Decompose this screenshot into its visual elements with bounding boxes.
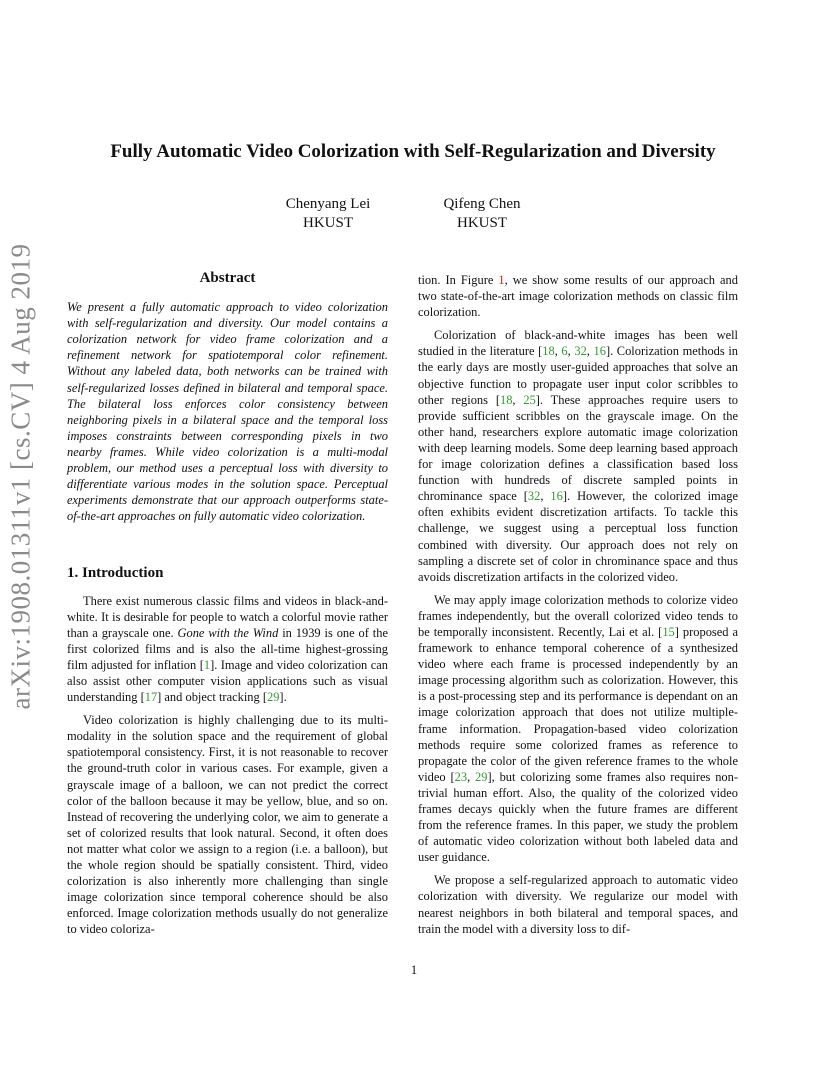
text-run: ]. xyxy=(279,690,287,705)
intro-paragraph-4 xyxy=(418,327,738,585)
text-run: , xyxy=(512,392,524,407)
arxiv-sidebar-stamp xyxy=(2,243,40,709)
citation-link[interactable]: 16 xyxy=(550,489,563,504)
text-run: We may apply image colorization methods to colorize video frames independently, but the overall colorized video tends to be temporally inconsistent. Recently, Lai et al. [ xyxy=(418,592,738,639)
text-run: There exist numerous classic films and videos in black-and-white. It is desirable for people to watch a colorful movie rather than a grayscale one. xyxy=(67,593,388,640)
text-run: tion. In Figure xyxy=(418,273,499,287)
page-number: 1 xyxy=(410,963,418,977)
text-run: ] proposed a framework to enhance temporal coherence of a synthesized video where each frame is processed independently by an image processing algorithm such as colorization. However, this is a post-processing step and its performance is dependant on an image colorization approach that does not utilize multiple-frame information. Propagation-based video colorization methods require some colorized frames as reference to propagate the color of the given reference frames to the whole video [ xyxy=(418,624,738,784)
text-run: , xyxy=(467,769,476,784)
text-run: , xyxy=(554,344,562,359)
figure-link[interactable]: 1 xyxy=(498,273,505,287)
text-run: , we show some results of our approach and two state-of-the-art image colorization methods on classic film colorization. xyxy=(418,273,738,320)
citation-link[interactable]: 29 xyxy=(475,769,488,784)
citation-link[interactable]: 15 xyxy=(662,624,675,639)
text-run: in 1939 is one of the first colorized films and is also the all-time highest-grossing film adjusted for inflation [ xyxy=(67,625,388,672)
arxiv-id: arXiv:1908.01311v1 [cs.CV] 4 Aug 2019 xyxy=(5,243,36,709)
text-run: ]. Image and video colorization can also assist other computer vision applications such as visual understanding [ xyxy=(67,657,388,705)
text-run: , xyxy=(540,489,551,504)
citation-link[interactable]: 18 xyxy=(542,344,555,359)
intro-paragraph-1 xyxy=(67,593,388,706)
citation-link[interactable]: 25 xyxy=(523,392,536,407)
citation-link[interactable]: 32 xyxy=(527,489,541,504)
citation-link[interactable]: 17 xyxy=(144,690,158,705)
author-block-1 xyxy=(248,195,408,233)
section-heading-introduction: 1. Introduction xyxy=(67,565,164,582)
intro-paragraph-3 xyxy=(418,272,738,320)
text-run: ], but colorizing some frames also requires non-trivial human effort. Also, the quality of the colorized video frames decays quickly when the future frames are different from the reference frames. In this paper, we study the problem of automatic video colorization without both labeled data and user guidance. xyxy=(418,769,739,865)
film-title: Gone with the Wind xyxy=(177,625,279,640)
author-affiliation: HKUST xyxy=(302,215,353,231)
citation-link[interactable]: 1 xyxy=(203,657,211,672)
intro-paragraph-6: We propose a self-regularized approach to automatic video colorization with diversity. We regularize our model with nearest neighbors in both bilateral and temporal spaces, and train the model with a diversity loss to dif- xyxy=(418,873,738,936)
intro-paragraph-5 xyxy=(418,592,738,866)
text-run: ] and object tracking [ xyxy=(157,690,267,705)
right-column xyxy=(418,272,738,937)
paper-title: Fully Automatic Video Colorization with Self-Regularization and Diversity xyxy=(110,141,716,162)
citation-link[interactable]: 16 xyxy=(593,344,606,359)
citation-link[interactable]: 18 xyxy=(499,392,513,407)
author-name: Qifeng Chen xyxy=(443,196,521,212)
text-run: , xyxy=(586,344,594,359)
text-run: Colorization of black-and-white images has been well studied in the literature [ xyxy=(418,328,738,359)
author-affiliation: HKUST xyxy=(456,215,507,231)
citation-link[interactable]: 6 xyxy=(561,344,568,359)
citation-link[interactable]: 29 xyxy=(266,690,280,705)
text-run: , xyxy=(567,344,575,359)
text-run: ]. These approaches require users to provide sufficient scribbles on the grayscale image. On the other hand, researchers explore automatic image colorization with deep learning models. Some deep learning based approach for image colorization defines a classification based loss function with hundreds of discrete sampled points in chrominance space [ xyxy=(418,392,739,504)
author-block-2 xyxy=(402,195,562,233)
left-column xyxy=(67,270,388,937)
text-run: ]. Colorization methods in the early days are mostly user-guided approaches that solve an objective function to propagate user input color scribbles to other regions [ xyxy=(418,344,739,407)
abstract-heading: Abstract xyxy=(199,270,256,286)
citation-link[interactable]: 32 xyxy=(574,344,587,359)
citation-link[interactable]: 23 xyxy=(454,769,468,784)
author-name: Chenyang Lei xyxy=(285,196,371,212)
abstract-text: We present a fully automatic approach to video colorization with self-regularization and diversity. Our model contains a colorization network for video frame colorization and a refinement network for spatiotemporal color refinement. Without any labeled data, both networks can be trained with self-regularized losses defined in bilateral and temporal space. The bilateral loss enforces color consistency between neighboring pixels in a bilateral space and the temporal loss imposes constraints between corresponding pixels in two nearby frames. While video colorization is a multi-modal problem, our method uses a perceptual loss with diversity to differentiate various modes in the solution space. Perceptual experiments demonstrate that our approach outperforms state-of-the-art approaches on fully automatic video colorization. xyxy=(67,300,388,524)
text-run: ]. However, the colorized image often exhibits evident discretization artifacts. To tackle this challenge, we suggest using a perceptual loss function combined with diversity. Our approach does not rely on sampling a discrete set of color in chrominance space and thus avoids discretization artifacts in the colorized video. xyxy=(418,489,738,584)
intro-paragraph-2: Video colorization is highly challenging due to its multi-modality in the solution space and the requirement of global spatiotemporal consistency. First, it is not reasonable to recover the ground-truth color in various cases. For example, given a grayscale image of a balloon, we can not predict the correct color of the balloon because it may be yellow, blue, and so on. Instead of recovering the underlying color, we aim to generate a set of colorized results that look natural. Second, it often does not matter what color we assign to a region (i.e. a balloon), but the whole region should be spatially consistent. Third, video colorization is also inherently more challenging than single image colorization since temporal coherence should be also enforced. Image colorization methods usually do not generalize to video coloriza- xyxy=(67,713,388,937)
